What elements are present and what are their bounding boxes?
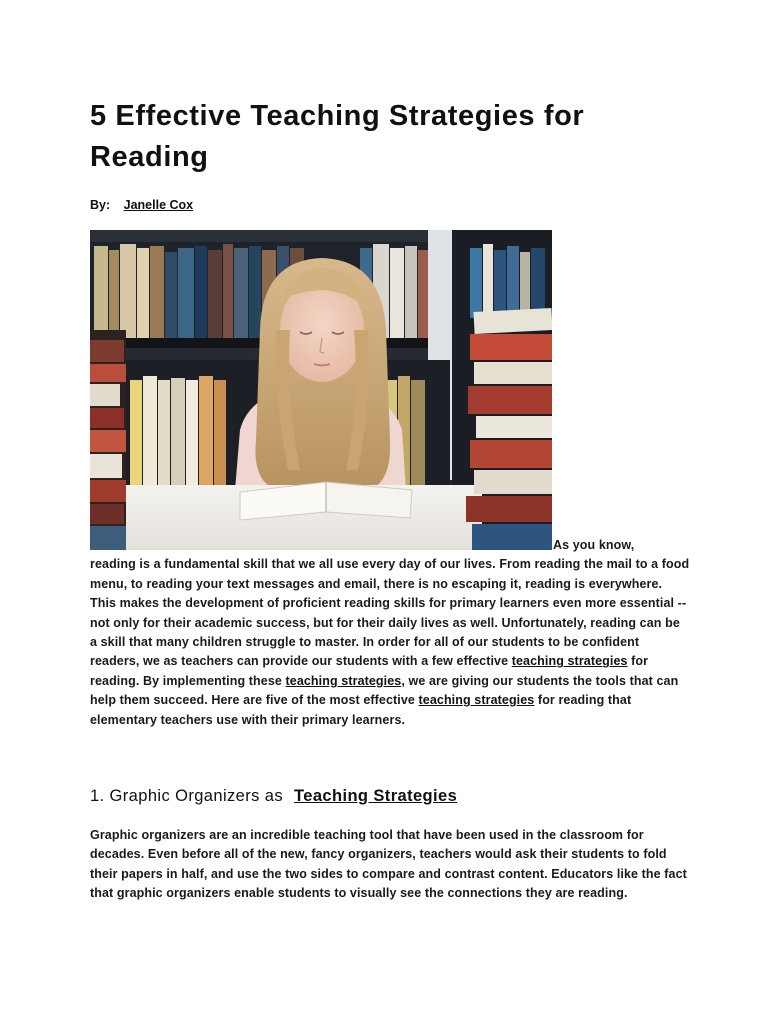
- intro-paragraph: [90, 536, 690, 730]
- intro-text-1: reading is a fundamental skill that we all use every day of our lives. From reading the mail to a food menu, to reading your text messages and email, there is no escaping it, reading is everywhere. This makes the development of proficient reading skills for primary learners even more essential -- not only for their academic success, but for their daily lives as well. Unfortunately, reading can be a skill that many children struggle to master. In order for all of our students to be confident readers, we as teachers can provide our students with a few effective: [90, 557, 690, 669]
- byline: [90, 197, 193, 213]
- teaching-strategies-link-1[interactable]: teaching strategies: [511, 654, 628, 669]
- byline-label: By:: [90, 198, 111, 212]
- intro-text-3: we are giving our students the tools that can help them succeed. Here are five of the most effective: [90, 673, 679, 708]
- section-1-heading-link[interactable]: Teaching Strategies: [294, 787, 458, 805]
- teaching-strategies-link-3[interactable]: teaching strategies: [418, 693, 535, 708]
- section-1-heading: [90, 785, 457, 807]
- left-book-stack: [90, 330, 126, 550]
- intro-text-2: for reading. By implementing these: [90, 654, 649, 688]
- section-1-heading-prefix: 1. Graphic Organizers as: [90, 787, 284, 805]
- author-link[interactable]: Janelle Cox: [123, 198, 194, 212]
- right-book-stack: [466, 308, 552, 550]
- teaching-strategies-link-2[interactable]: teaching strategies,: [285, 673, 405, 688]
- hero-photo: [90, 230, 552, 550]
- intro-first-line: As you know,: [553, 538, 635, 552]
- intro-text-4: for reading that elementary teachers use with their primary learners.: [90, 693, 632, 727]
- article-title: 5 Effective Teaching Strategies for Reading: [90, 100, 585, 173]
- right-column-books: [470, 244, 545, 318]
- section-1-body: Graphic organizers are an incredible teaching tool that have been used in the classroom for decades. Even before all of the new, fancy organizers, teachers would ask their students to fold their papers in half, and use the two sides to compare and contrast content. Educators like the fact that graphic organizers enable students to visually see the connections they are reading.: [90, 828, 687, 901]
